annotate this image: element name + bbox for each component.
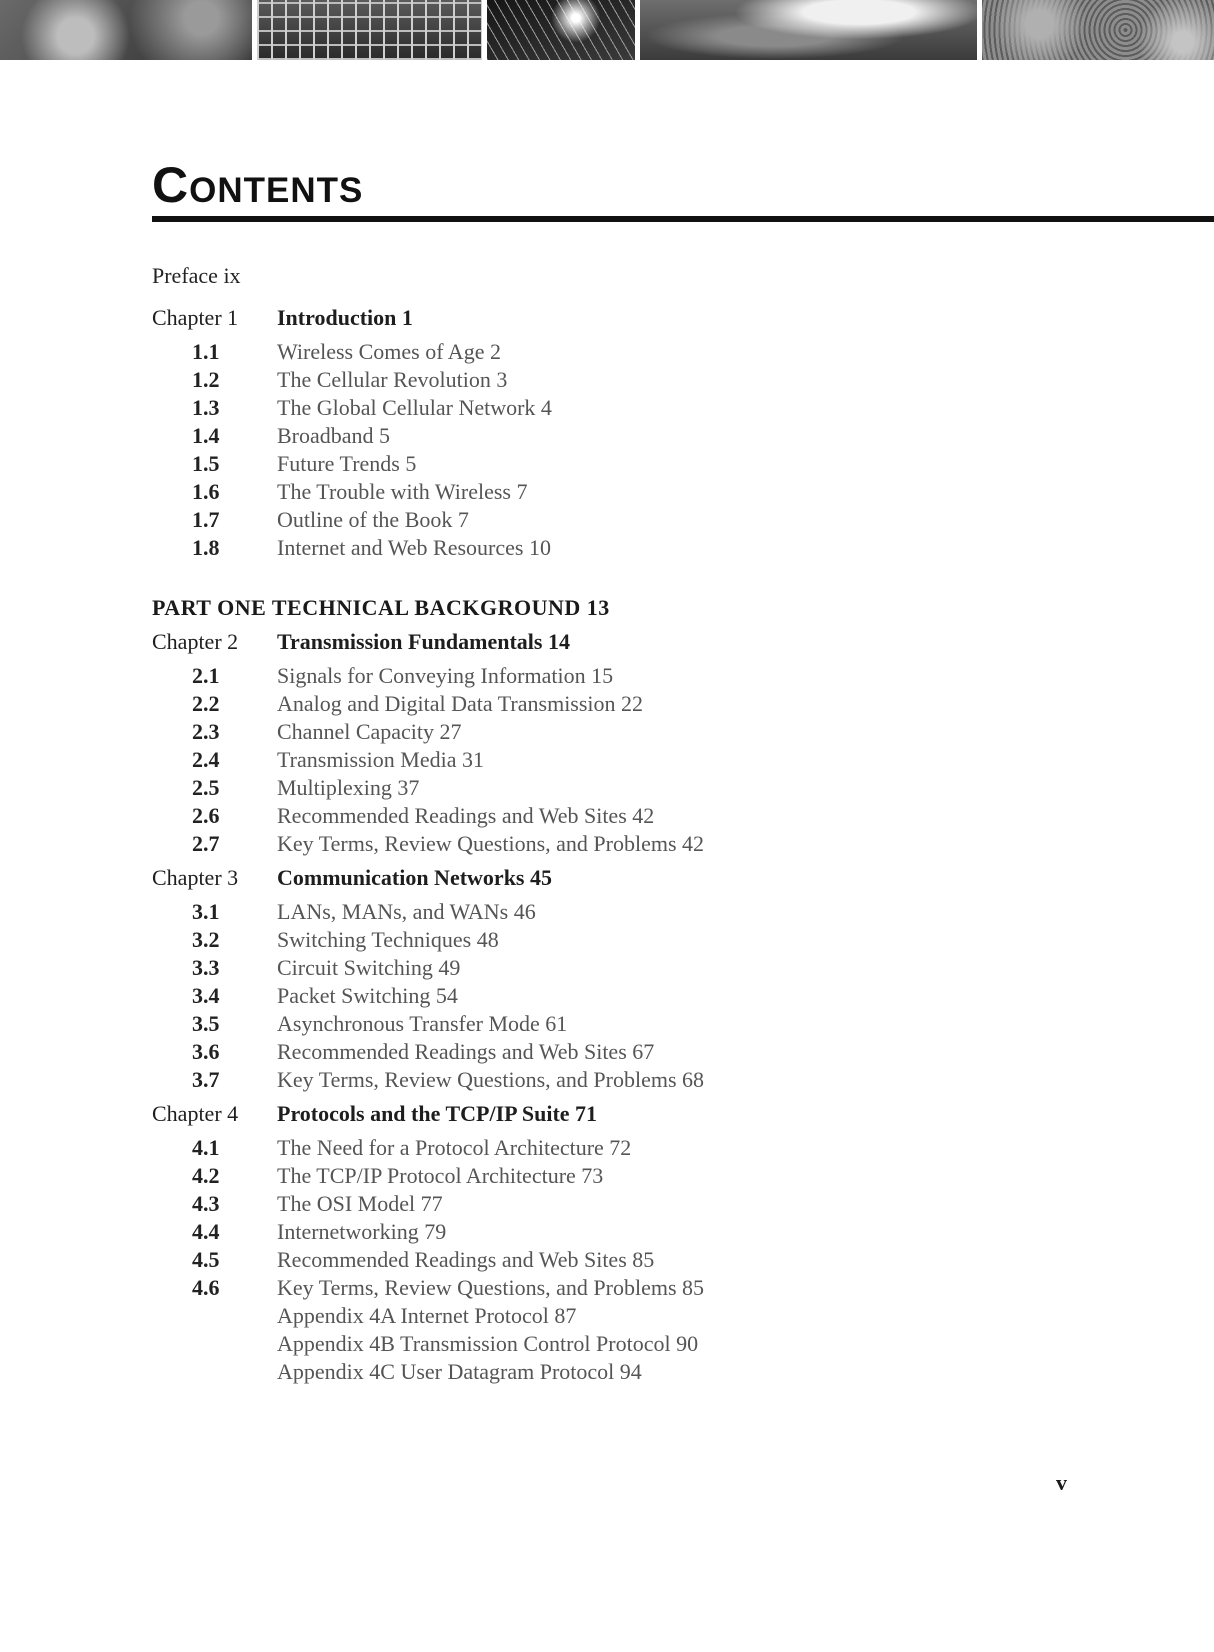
toc-section[interactable]: 4.5 Recommended Readings and Web Sites 85 (192, 1247, 655, 1272)
toc-section[interactable]: 1.8 Internet and Web Resources 10 (192, 535, 551, 560)
toc-section[interactable]: 4.1 The Need for a Protocol Architecture 72 (192, 1135, 632, 1160)
toc-section[interactable]: 2.2 Analog and Digital Data Transmission 22 (192, 691, 644, 716)
banner-image-3 (487, 0, 635, 60)
section-title: The Cellular Revolution 3 (277, 367, 508, 392)
section-title: Appendix 4A Internet Protocol 87 (277, 1303, 577, 1328)
toc-preface[interactable] (152, 262, 1052, 290)
toc-section[interactable]: 1.6 The Trouble with Wireless 7 (192, 479, 528, 504)
section-title: Future Trends 5 (277, 451, 417, 476)
section-title: Key Terms, Review Questions, and Problems 68 (277, 1067, 705, 1092)
toc-section[interactable]: 4.4 Internetworking 79 (192, 1219, 447, 1244)
banner-image-5 (982, 0, 1214, 60)
chapter-title: Transmission Fundamentals 14 (277, 629, 570, 654)
toc-section[interactable]: 4.2 The TCP/IP Protocol Architecture 73 (192, 1163, 604, 1188)
section-title: Circuit Switching 49 (277, 955, 461, 980)
toc-section[interactable]: 1.2 The Cellular Revolution 3 (192, 367, 508, 392)
part-title: PART ONE TECHNICAL BACKGROUND 13 (152, 595, 610, 620)
toc-preface-label: Preface ix (152, 263, 241, 288)
section-title: Signals for Conveying Information 15 (277, 663, 614, 688)
toc-section[interactable]: 3.2 Switching Techniques 48 (192, 927, 499, 952)
toc-section[interactable]: 2.3 Channel Capacity 27 (192, 719, 462, 744)
section-title: Internet and Web Resources 10 (277, 535, 551, 560)
toc-section[interactable]: 1.3 The Global Cellular Network 4 (192, 395, 552, 420)
section-title: Broadband 5 (277, 423, 391, 448)
chapter-label: Chapter 1 (152, 305, 239, 330)
section-title: The OSI Model 77 (277, 1191, 443, 1216)
section-title: The Global Cellular Network 4 (277, 395, 552, 420)
section-title: Recommended Readings and Web Sites 67 (277, 1039, 655, 1064)
chapter-label: Chapter 4 (152, 1101, 239, 1126)
toc-chapter-2[interactable] (152, 628, 1052, 656)
section-title: Key Terms, Review Questions, and Problems 42 (277, 831, 705, 856)
toc-section[interactable]: 3.4 Packet Switching 54 (192, 983, 458, 1008)
section-title: Transmission Media 31 (277, 747, 484, 772)
toc-section[interactable]: 2.6 Recommended Readings and Web Sites 42 (192, 803, 655, 828)
banner-image-1 (0, 0, 252, 60)
section-title: Switching Techniques 48 (277, 927, 499, 952)
toc-section[interactable]: 2.1 Signals for Conveying Information 15 (192, 663, 614, 688)
toc-section[interactable]: 3.6 Recommended Readings and Web Sites 67 (192, 1039, 655, 1064)
title-rule (152, 216, 1214, 222)
toc-section[interactable]: 3.7 Key Terms, Review Questions, and Problems 68 (192, 1067, 705, 1092)
table-of-contents (152, 262, 1052, 1386)
toc-chapter-1[interactable] (152, 304, 1052, 332)
toc-section[interactable]: 4.3 The OSI Model 77 (192, 1191, 443, 1216)
toc-section[interactable]: 1.5 Future Trends 5 (192, 451, 417, 476)
toc-section[interactable]: 2.5 Multiplexing 37 (192, 775, 420, 800)
toc-section[interactable] (152, 1302, 1052, 1330)
section-title: Recommended Readings and Web Sites 42 (277, 803, 655, 828)
section-title: Asynchronous Transfer Mode 61 (277, 1011, 568, 1036)
section-title: Multiplexing 37 (277, 775, 420, 800)
section-title: Wireless Comes of Age 2 (277, 339, 501, 364)
toc-section[interactable]: 1.4 Broadband 5 (192, 423, 391, 448)
page-title: Contents (152, 157, 364, 213)
chapter-title: Protocols and the TCP/IP Suite 71 (277, 1101, 598, 1126)
section-title: Outline of the Book 7 (277, 507, 469, 532)
toc-section[interactable]: 1.1 Wireless Comes of Age 2 (192, 339, 501, 364)
toc-section[interactable]: 3.5 Asynchronous Transfer Mode 61 (192, 1011, 568, 1036)
page-number: v (1056, 1470, 1067, 1495)
toc-section[interactable]: 4.6 Key Terms, Review Questions, and Problems 85 (192, 1275, 705, 1300)
toc-section[interactable]: 2.4 Transmission Media 31 (192, 747, 484, 772)
toc-section[interactable]: 2.7 Key Terms, Review Questions, and Problems 42 (192, 831, 705, 856)
toc-section[interactable] (152, 1358, 1052, 1386)
section-title: Appendix 4C User Datagram Protocol 94 (277, 1359, 642, 1384)
section-title: Analog and Digital Data Transmission 22 (277, 691, 644, 716)
banner-image-4 (640, 0, 977, 60)
section-title: LANs, MANs, and WANs 46 (277, 899, 536, 924)
toc-section[interactable] (152, 1330, 1052, 1358)
section-title: Channel Capacity 27 (277, 719, 462, 744)
section-title: The Trouble with Wireless 7 (277, 479, 528, 504)
chapter-label: Chapter 2 (152, 629, 239, 654)
toc-chapter-3[interactable] (152, 864, 1052, 892)
header-banner (0, 0, 1214, 60)
section-title: Recommended Readings and Web Sites 85 (277, 1247, 655, 1272)
chapter-label: Chapter 3 (152, 865, 239, 890)
toc-section[interactable]: 3.1 LANs, MANs, and WANs 46 (192, 899, 536, 924)
section-title: Appendix 4B Transmission Control Protocol 90 (277, 1331, 699, 1356)
chapter-title: Communication Networks 45 (277, 865, 552, 890)
toc-section[interactable]: 1.7 Outline of the Book 7 (192, 507, 469, 532)
section-title: Packet Switching 54 (277, 983, 458, 1008)
chapter-title: Introduction 1 (277, 305, 413, 330)
section-title: Internetworking 79 (277, 1219, 447, 1244)
toc-section[interactable]: 3.3 Circuit Switching 49 (192, 955, 461, 980)
section-title: The TCP/IP Protocol Architecture 73 (277, 1163, 604, 1188)
toc-chapter-4[interactable] (152, 1100, 1052, 1128)
section-title: The Need for a Protocol Architecture 72 (277, 1135, 632, 1160)
toc-part-one[interactable] (152, 594, 1052, 622)
section-title: Key Terms, Review Questions, and Problems 85 (277, 1275, 705, 1300)
banner-image-2 (257, 0, 482, 60)
